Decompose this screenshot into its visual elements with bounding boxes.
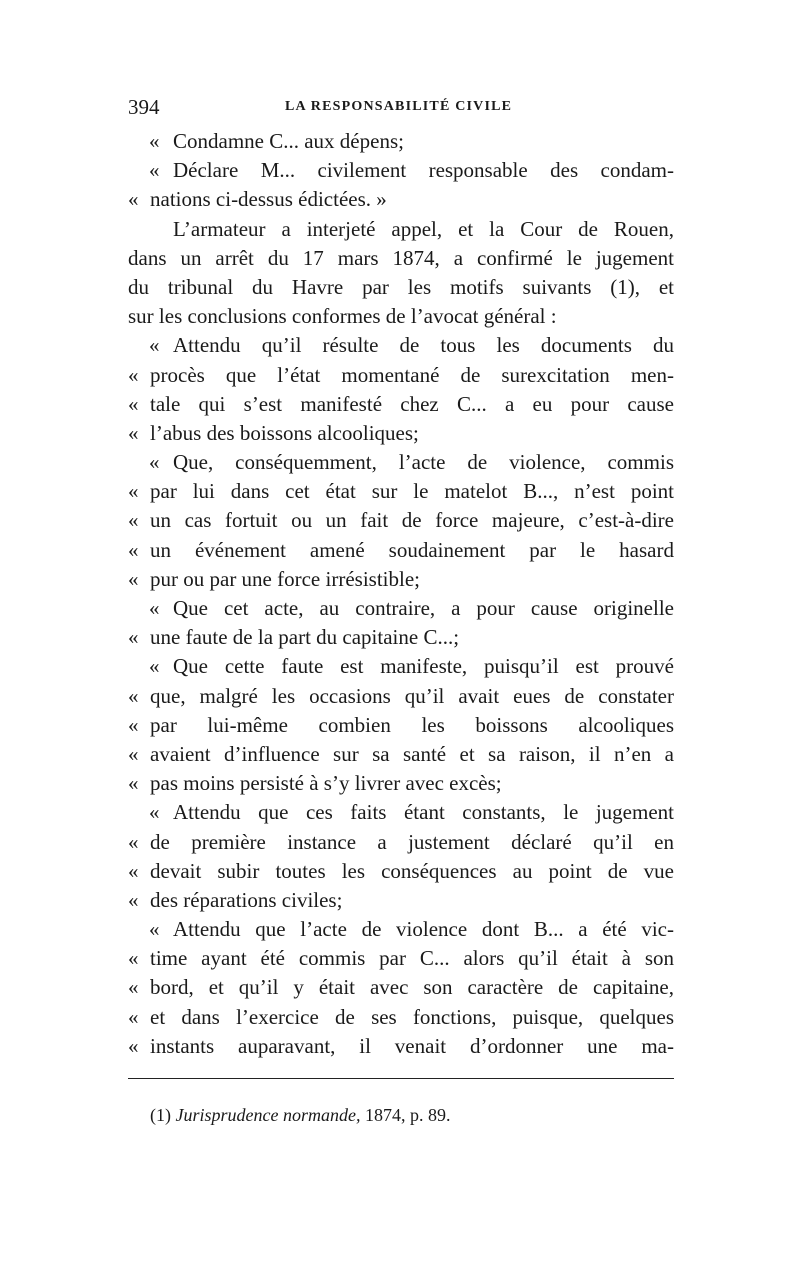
quote-mark: « <box>149 917 160 942</box>
line-text: de première instance a justement déclaré qu’il en <box>150 829 674 854</box>
text-line <box>128 623 674 652</box>
line-text: tale qui s’est manifesté chez C... a eu pour cause <box>150 391 674 416</box>
text-line <box>128 215 674 244</box>
text-line <box>128 331 674 360</box>
quote-mark: « <box>128 187 139 212</box>
quote-mark: « <box>128 537 139 562</box>
text-line <box>128 361 674 390</box>
footnote-rule <box>128 1078 674 1079</box>
text-line <box>128 1003 674 1032</box>
text-line <box>128 448 674 477</box>
text-line <box>128 886 674 915</box>
quote-mark: « <box>128 741 139 766</box>
line-text: Attendu que ces faits étant constants, le jugement <box>173 800 674 825</box>
line-text: que, malgré les occasions qu’il avait eues de constater <box>150 683 674 708</box>
line-text: devait subir toutes les conséquences au point de vue <box>150 858 674 883</box>
text-line <box>128 302 674 331</box>
quote-mark: « <box>128 829 139 854</box>
footnote-marker: (1) <box>150 1105 171 1125</box>
line-text: un cas fortuit ou un fait de force majeure, c’est-à-dire <box>150 508 674 533</box>
text-line <box>128 1032 674 1061</box>
line-text: Attendu qu’il résulte de tous les documents du <box>173 333 674 358</box>
quote-mark: « <box>128 566 139 591</box>
quote-mark: « <box>128 391 139 416</box>
line-text: Attendu que l’acte de violence dont B... a été vic- <box>173 917 674 942</box>
quote-mark: « <box>149 129 160 153</box>
text-line <box>128 944 674 973</box>
quote-mark: « <box>149 450 160 475</box>
line-text: L’armateur a interjeté appel, et la Cour de Rouen, <box>173 216 674 241</box>
text-line <box>128 682 674 711</box>
text-line <box>128 156 674 185</box>
line-text: Que cette faute est manifeste, puisqu’il est prouvé <box>173 654 674 679</box>
line-text: avaient d’influence sur sa santé et sa raison, il n’en a <box>150 741 674 766</box>
footnote-title: Jurisprudence normande, <box>175 1105 361 1125</box>
quote-mark: « <box>128 479 139 504</box>
text-line <box>128 127 674 156</box>
quote-mark: « <box>128 508 139 533</box>
text-line <box>128 652 674 681</box>
text-line <box>128 185 674 214</box>
line-text: pur ou par une force irrésistible; <box>150 566 420 591</box>
quote-mark: « <box>128 771 139 796</box>
line-text: Condamne C... aux dépens; <box>173 129 404 153</box>
quote-mark: « <box>149 654 160 679</box>
line-text: bord, et qu’il y était avec son caractère de capitaine, <box>150 975 674 1000</box>
line-text: l’abus des boissons alcooliques; <box>150 420 419 445</box>
quote-mark: « <box>128 946 139 971</box>
line-text: Déclare M... civilement responsable des condam- <box>173 158 674 183</box>
line-text: par lui-même combien les boissons alcooliques <box>150 712 674 737</box>
text-line <box>128 769 674 798</box>
quote-mark: « <box>128 683 139 708</box>
text-line <box>128 857 674 886</box>
line-text: un événement amené soudainement par le hasard <box>150 537 674 562</box>
text-line <box>128 273 674 302</box>
line-text: sur les conclusions conformes de l’avocat général : <box>128 304 557 329</box>
text-line <box>128 506 674 535</box>
text-line <box>128 828 674 857</box>
page-header <box>128 92 674 122</box>
body-text <box>128 127 674 1061</box>
quote-mark: « <box>149 158 160 183</box>
quote-mark: « <box>128 362 139 387</box>
running-title: LA RESPONSABILITÉ CIVILE <box>285 99 513 114</box>
line-text: par lui dans cet état sur le matelot B..., n’est point <box>150 479 674 504</box>
line-text: du tribunal du Havre par les motifs suivants (1), et <box>128 274 674 299</box>
text-line <box>128 798 674 827</box>
quote-mark: « <box>128 1033 139 1058</box>
quote-mark: « <box>128 887 139 912</box>
quote-mark: « <box>128 712 139 737</box>
line-text: instants auparavant, il venait d’ordonner une ma- <box>150 1033 674 1058</box>
text-line <box>128 594 674 623</box>
quote-mark: « <box>128 1004 139 1029</box>
quote-mark: « <box>149 800 160 825</box>
line-text: et dans l’exercice de ses fonctions, puisque, quelques <box>150 1004 674 1029</box>
line-text: nations ci-dessus édictées. » <box>150 187 387 212</box>
line-text: pas moins persisté à s’y livrer avec excès; <box>150 771 502 796</box>
text-line <box>128 536 674 565</box>
text-line <box>128 477 674 506</box>
quote-mark: « <box>149 596 160 620</box>
footnote <box>150 1103 450 1127</box>
text-line <box>128 740 674 769</box>
line-text: une faute de la part du capitaine C...; <box>150 625 460 650</box>
line-text: Que, conséquemment, l’acte de violence, commis <box>173 450 674 475</box>
quote-mark: « <box>128 420 139 445</box>
line-text: dans un arrêt du 17 mars 1874, a confirmé le jugement <box>128 245 674 270</box>
quote-mark: « <box>149 333 160 358</box>
line-text: des réparations civiles; <box>150 887 343 912</box>
line-text: procès que l’état momentané de surexcitation men- <box>150 362 674 387</box>
text-line <box>128 565 674 594</box>
footnote-rest: 1874, p. 89. <box>364 1105 451 1125</box>
line-text: Que cet acte, au contraire, a pour cause originelle <box>173 596 674 620</box>
text-line <box>128 244 674 273</box>
text-line <box>128 711 674 740</box>
quote-mark: « <box>128 625 139 650</box>
line-text: time ayant été commis par C... alors qu’il était à son <box>150 946 674 971</box>
quote-mark: « <box>128 975 139 1000</box>
text-line <box>128 390 674 419</box>
quote-mark: « <box>128 858 139 883</box>
page-number: 394 <box>128 95 160 119</box>
text-line <box>128 419 674 448</box>
text-line <box>128 915 674 944</box>
text-line <box>128 973 674 1002</box>
